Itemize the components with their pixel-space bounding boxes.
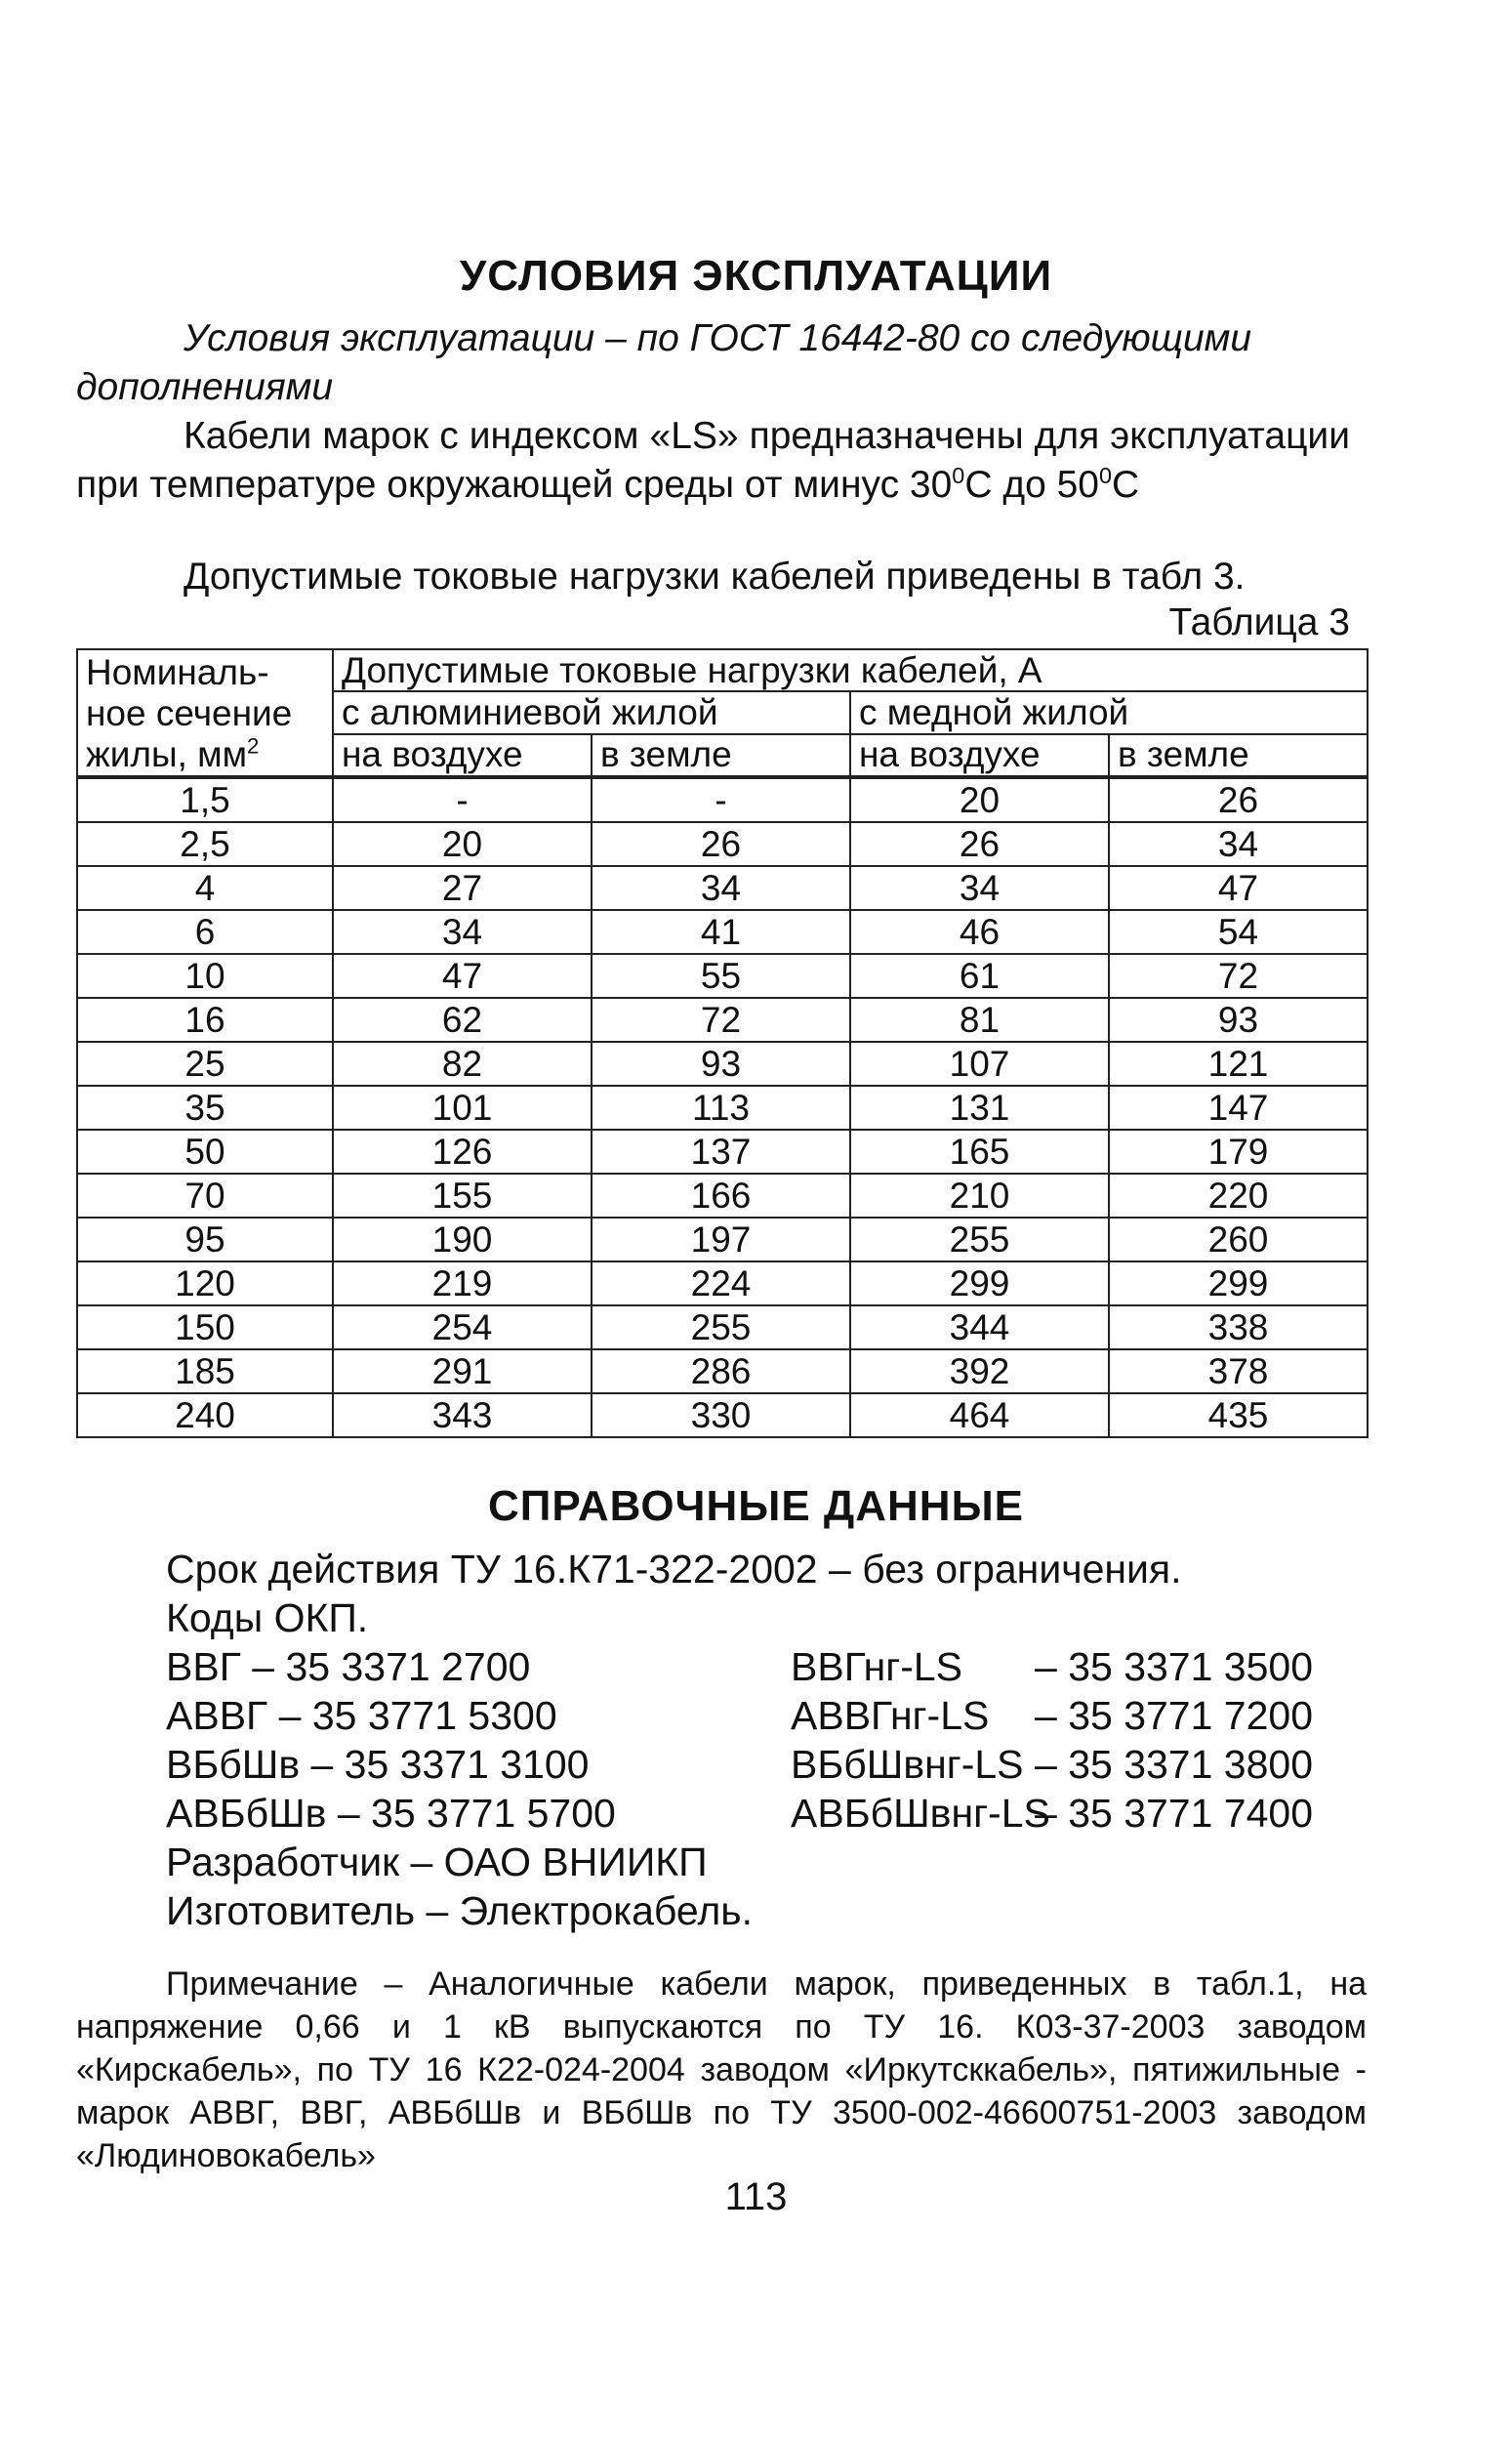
current-value-cell: 47 — [1109, 866, 1368, 910]
current-value-cell: - — [592, 777, 850, 822]
current-value-cell: 179 — [1109, 1130, 1368, 1174]
table-row — [77, 1349, 1368, 1393]
table-row — [77, 910, 1368, 954]
current-value-cell: 260 — [1109, 1218, 1368, 1261]
cable-brand: ВВГ — [166, 1644, 241, 1689]
cross-section-cell: 240 — [77, 1393, 333, 1437]
current-value-cell: 147 — [1109, 1086, 1368, 1130]
current-value-cell: 34 — [333, 910, 592, 954]
current-value-cell: 46 — [850, 910, 1109, 954]
aluminum-air-header: на воздухе — [333, 734, 592, 777]
page-number: 113 — [724, 2175, 788, 2218]
okp-code: – 35 3771 7200 — [1035, 1693, 1313, 1738]
current-value-cell: 126 — [333, 1130, 592, 1174]
current-value-cell: 47 — [333, 954, 592, 998]
current-value-cell: 137 — [592, 1130, 850, 1174]
codes-column-right — [791, 1642, 1367, 1838]
cross-section-cell: 10 — [77, 954, 333, 998]
current-value-cell: 343 — [333, 1393, 592, 1437]
current-value-cell: 113 — [592, 1086, 850, 1130]
table-row — [77, 1393, 1368, 1437]
current-value-cell: 62 — [333, 998, 592, 1042]
current-value-cell: 81 — [850, 998, 1109, 1042]
table-body — [77, 777, 1368, 1437]
cross-section-cell: 35 — [77, 1086, 333, 1130]
cross-section-cell: 150 — [77, 1305, 333, 1349]
current-value-cell: 34 — [850, 866, 1109, 910]
current-value-cell: 101 — [333, 1086, 592, 1130]
current-value-cell: 299 — [1109, 1261, 1368, 1305]
current-value-cell: 26 — [850, 822, 1109, 866]
cross-section-cell: 4 — [77, 866, 333, 910]
cable-brand: ВБбШвнг-LS — [791, 1742, 1024, 1787]
current-value-cell: 291 — [333, 1349, 592, 1393]
codes-title: Коды ОКП. — [166, 1595, 369, 1640]
code-item — [791, 1740, 1367, 1789]
current-value-cell: 299 — [850, 1261, 1109, 1305]
current-value-cell: 190 — [333, 1218, 592, 1261]
current-value-cell: - — [333, 777, 592, 822]
cross-section-cell: 50 — [77, 1130, 333, 1174]
table-header — [77, 649, 1368, 777]
code-item — [166, 1789, 791, 1838]
table-row — [77, 1086, 1368, 1130]
current-value-cell: 26 — [592, 822, 850, 866]
code-item — [791, 1642, 1367, 1691]
load-group-header: Допустимые токовые нагрузки кабелей, А — [333, 649, 1368, 691]
table-row — [77, 1130, 1368, 1174]
current-value-cell: 34 — [592, 866, 850, 910]
current-value-cell: 219 — [333, 1261, 592, 1305]
cable-brand: АВВГ — [166, 1693, 268, 1738]
current-value-cell: 254 — [333, 1305, 592, 1349]
table-row — [77, 954, 1368, 998]
current-value-cell: 155 — [333, 1174, 592, 1218]
table-row — [77, 1218, 1368, 1261]
current-value-cell: 107 — [850, 1042, 1109, 1086]
current-value-cell: 93 — [1109, 998, 1368, 1042]
table-caption: Таблица 3 — [1168, 601, 1350, 643]
cross-section-header-text: Номиналь-ное сечение жилы, мм — [86, 652, 293, 774]
okp-code: – 35 3771 7400 — [1035, 1791, 1313, 1836]
current-value-cell: 224 — [592, 1261, 850, 1305]
current-value-cell: 378 — [1109, 1349, 1368, 1393]
current-value-cell: 344 — [850, 1305, 1109, 1349]
cross-section-cell: 2,5 — [77, 822, 333, 866]
ls-text-part2: С до 50 — [964, 464, 1099, 506]
cable-brand: АВБбШвнг-LS — [791, 1791, 1050, 1836]
ls-text-part1: Кабели марок с индексом «LS» предназначены для эксплуатации при температуре окружающей среды от минус 30 — [76, 415, 1350, 506]
cross-section-cell: 120 — [77, 1261, 333, 1305]
current-value-cell: 20 — [333, 822, 592, 866]
copper-air-header: на воздухе — [850, 734, 1109, 777]
current-value-cell: 165 — [850, 1130, 1109, 1174]
table-row — [77, 1261, 1368, 1305]
current-value-cell: 286 — [592, 1349, 850, 1393]
aluminum-ground-header: в земле — [592, 734, 850, 777]
current-value-cell: 72 — [592, 998, 850, 1042]
cross-section-cell: 1,5 — [77, 777, 333, 822]
cross-section-cell: 70 — [77, 1174, 333, 1218]
degree-mark: 0 — [952, 463, 965, 488]
current-value-cell: 464 — [850, 1393, 1109, 1437]
table-row — [77, 777, 1368, 822]
cross-section-cell: 25 — [77, 1042, 333, 1086]
current-value-cell: 61 — [850, 954, 1109, 998]
table-row — [77, 866, 1368, 910]
current-value-cell: 72 — [1109, 954, 1368, 998]
current-value-cell: 435 — [1109, 1393, 1368, 1437]
cross-section-cell: 95 — [77, 1218, 333, 1261]
validity-line: Срок действия ТУ 16.К71-322-2002 – без ограничения. — [166, 1547, 1182, 1592]
table-reference-paragraph: Допустимые токовые нагрузки кабелей приведены в табл 3. — [184, 556, 1246, 598]
code-item — [166, 1691, 791, 1740]
reference-section — [166, 1545, 1367, 1935]
ls-text-part3: С — [1112, 464, 1140, 506]
current-value-cell: 166 — [592, 1174, 850, 1218]
code-item — [791, 1789, 1367, 1838]
table-row — [77, 1042, 1368, 1086]
current-value-cell: 54 — [1109, 910, 1368, 954]
cross-section-cell: 6 — [77, 910, 333, 954]
okp-code: – 35 3371 3800 — [1035, 1742, 1313, 1787]
cross-section-cell: 185 — [77, 1349, 333, 1393]
current-value-cell: 34 — [1109, 822, 1368, 866]
cable-brand: АВБбШв — [166, 1791, 327, 1836]
current-value-cell: 26 — [1109, 777, 1368, 822]
cable-brand: ВВГнг-LS — [791, 1644, 962, 1689]
codes-column-left — [166, 1642, 791, 1838]
current-value-cell: 330 — [592, 1393, 850, 1437]
table-row — [77, 1174, 1368, 1218]
code-item — [166, 1642, 791, 1691]
cable-brand: ВБбШв — [166, 1742, 301, 1787]
code-item — [791, 1691, 1367, 1740]
developer-line: Разработчик – ОАО ВНИИКП — [166, 1840, 708, 1884]
manufacturer-line: Изготовитель – Электрокабель. — [166, 1888, 754, 1933]
current-value-cell: 220 — [1109, 1174, 1368, 1218]
okp-code: – 35 3371 3100 — [300, 1742, 590, 1787]
current-value-cell: 255 — [592, 1305, 850, 1349]
current-value-cell: 20 — [850, 777, 1109, 822]
conditions-paragraph: Условия эксплуатации – по ГОСТ 16442-80 со следующими дополнениями — [76, 317, 1252, 408]
current-value-cell: 255 — [850, 1218, 1109, 1261]
cross-section-header — [77, 649, 333, 777]
current-value-cell: 197 — [592, 1218, 850, 1261]
current-value-cell: 392 — [850, 1349, 1109, 1393]
current-value-cell: 41 — [592, 910, 850, 954]
copper-ground-header: в земле — [1109, 734, 1368, 777]
table-row — [77, 998, 1368, 1042]
okp-codes — [166, 1642, 1367, 1838]
okp-code: – 35 3371 2700 — [240, 1644, 531, 1689]
section-heading-conditions: УСЛОВИЯ ЭКСПЛУАТАЦИИ — [459, 252, 1053, 300]
current-value-cell: 338 — [1109, 1305, 1368, 1349]
current-value-cell: 121 — [1109, 1042, 1368, 1086]
current-load-table — [76, 648, 1369, 1438]
square-superscript: 2 — [247, 733, 260, 759]
table-row — [77, 1305, 1368, 1349]
degree-mark: 0 — [1098, 463, 1112, 488]
okp-code: – 35 3771 5300 — [267, 1693, 557, 1738]
cable-brand: АВВГнг-LS — [791, 1693, 990, 1738]
current-value-cell: 27 — [333, 866, 592, 910]
current-value-cell: 131 — [850, 1086, 1109, 1130]
current-value-cell: 93 — [592, 1042, 850, 1086]
current-value-cell: 82 — [333, 1042, 592, 1086]
footnote: Примечание – Аналогичные кабели марок, приведенных в табл.1, на напряжение 0,66 и 1 кВ выпускаются по ТУ 16. К03-37-2003 заводом «Кирскабель», по ТУ 16 К22-024-2004 заводом «Иркутсккабель», пятижильные - марок АВВГ, ВВГ, АВБбШв и ВБбШв по ТУ 3500-002-46600751-2003 заводом «Людиновокабель» — [76, 1965, 1367, 2174]
ls-temperature-paragraph — [76, 412, 1350, 510]
table-row — [77, 822, 1368, 866]
current-value-cell: 210 — [850, 1174, 1109, 1218]
okp-code: – 35 3771 5700 — [326, 1791, 616, 1836]
section-heading-reference: СПРАВОЧНЫЕ ДАННЫЕ — [488, 1482, 1024, 1530]
current-value-cell: 55 — [592, 954, 850, 998]
cross-section-cell: 16 — [77, 998, 333, 1042]
okp-code: – 35 3371 3500 — [1035, 1644, 1313, 1689]
copper-core-header: с медной жилой — [850, 691, 1368, 733]
code-item — [166, 1740, 791, 1789]
aluminum-core-header: с алюминиевой жилой — [333, 691, 850, 733]
